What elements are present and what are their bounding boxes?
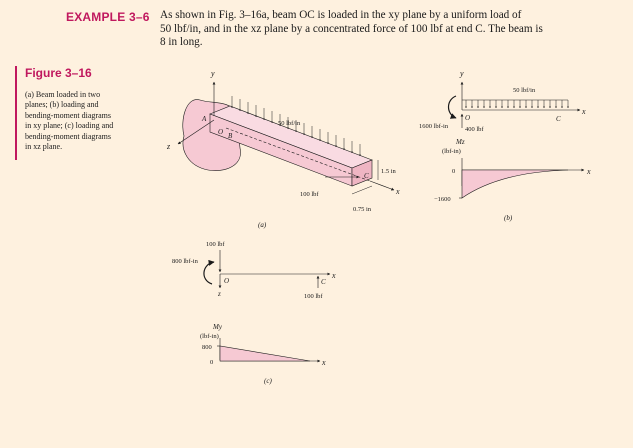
mz-curve: [462, 170, 568, 198]
label-tag-a: (a): [258, 221, 267, 229]
label-y-a: y: [211, 69, 215, 78]
figure-title: Figure 3–16: [25, 66, 92, 80]
label-load-a: 50 lbf/in: [278, 120, 301, 127]
label-mz-zero: 0: [452, 168, 456, 175]
diagram-b: [419, 69, 591, 222]
label-moment-c: 800 lbf-in: [172, 258, 198, 265]
moment-arc-b: [449, 96, 457, 118]
label-depth: 1.5 in: [381, 168, 396, 175]
label-c-a: C: [364, 172, 369, 180]
problem-line: 8 in long.: [160, 36, 203, 49]
label-load-b: 50 lbf/in: [513, 87, 536, 94]
caption-line: bending-moment diagrams: [25, 131, 111, 141]
label-my-800: 800: [202, 344, 212, 351]
label-tag-c: (c): [264, 377, 272, 385]
label-mz-min: −1600: [434, 196, 451, 203]
diagram-a: [166, 69, 400, 229]
caption-line: (a) Beam loaded in two: [25, 90, 101, 99]
label-moment-b: 1600 lbf-in: [419, 123, 449, 130]
label-y-b: y: [460, 69, 464, 78]
label-x-c: x: [332, 271, 336, 280]
my-triangle: [220, 346, 310, 361]
diagram-c: [172, 241, 336, 385]
label-x-c2: x: [322, 358, 326, 367]
label-z-a: z: [167, 142, 171, 151]
label-a-pt: A: [202, 115, 207, 123]
width-dimension: [352, 186, 372, 194]
problem-line: As shown in Fig. 3–16a, beam OC is loaded in the xy plane by a uniform load of: [160, 9, 522, 21]
caption-line: in xy plane; (c) loading and: [25, 121, 114, 131]
label-c-c: C: [321, 278, 326, 286]
distributed-load-b: [462, 100, 568, 108]
label-force-top: 100 lbf: [206, 241, 225, 248]
label-z-c: z: [218, 290, 221, 298]
label-o-c: O: [224, 277, 230, 285]
x-axis-arrow: [370, 181, 394, 190]
label-o-b: O: [465, 114, 471, 122]
label-mz: Mz: [456, 138, 465, 146]
label-reaction-b: 400 lbf: [465, 126, 484, 133]
label-force-a: 100 lbf: [300, 191, 319, 198]
label-force-bottom: 100 lbf: [304, 293, 323, 300]
moment-arc-c: [204, 262, 214, 284]
caption-line: in xz plane.: [25, 142, 63, 152]
label-x-b2: x: [587, 167, 591, 176]
label-my: My: [213, 323, 222, 331]
label-c-b: C: [556, 115, 561, 123]
label-width: 0.75 in: [353, 206, 372, 213]
label-o-a: O: [218, 128, 224, 136]
label-x-a: x: [396, 187, 400, 196]
problem-line: 50 lbf/in, and in the xz plane by a concentrated force of 100 lbf at end C. The beam is: [160, 22, 543, 35]
label-x-b: x: [582, 107, 586, 116]
label-tag-b: (b): [504, 214, 513, 222]
label-mz-unit: (lbf-in): [442, 148, 461, 155]
example-label: EXAMPLE 3–6: [66, 10, 150, 24]
caption-line: planes; (b) loading and: [25, 100, 99, 110]
caption-line: bending-moment diagrams: [25, 110, 111, 120]
label-b-pt: B: [228, 132, 233, 140]
label-my-zero: 0: [210, 359, 214, 366]
label-my-unit: (lbf-in): [200, 333, 219, 340]
